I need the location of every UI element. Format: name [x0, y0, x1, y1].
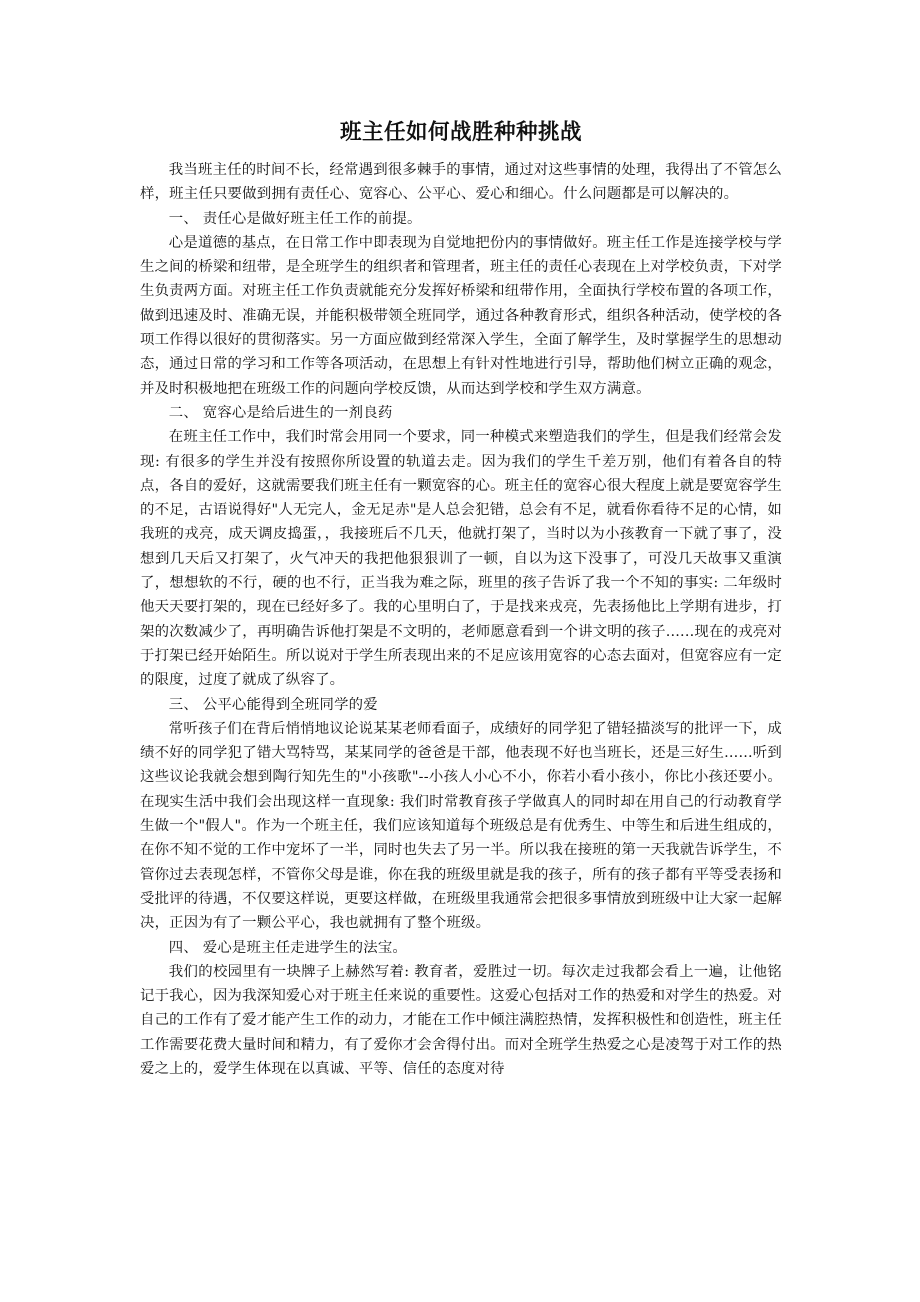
- section-body-4: 我们的校园里有一块牌子上赫然写着: 教育者，爱胜过一切。每次走过我都会看上一遍，让他铭记于我心，因为我深知爱心对于班主任来说的重要性。这爱心包括对工作的热爱和对学生的热爱。对自己的工作有了爱才能产生工作的动力，才能在工作中倾注满腔热情，发挥积极性和创造性，班主任工作需要花费大量时间和精力，有了爱你才会舍得付出。而对全班学生热爱之心是凌驾于对工作的热爱之上的，爱学生体现在以真诚、平等、信任的态度对待: [140, 963, 782, 1077]
- section-heading-4: 四、 爱心是班主任走进学生的法宝。: [168, 939, 408, 956]
- document-title: 班主任如何战胜种种挑战: [339, 120, 582, 145]
- document-page: [140, 118, 782, 1081]
- section-body-1: 心是道德的基点，在日常工作中即表现为自觉地把份内的事情做好。班主任工作是连接学校与学生之间的桥梁和纽带，是全班学生的组织者和管理者，班主任的责任心表现在上对学校负责，下对学生负责两方面。对班主任工作负责就能充分发挥好桥梁和纽带作用，全面执行学校布置的各项工作，做到迅速及时、准确无误，并能积极带领全班同学，通过各种教育形式，组织各种活动，使学校的各项工作得以很好的贯彻落实。另一方面应做到经常深入学生，全面了解学生，及时掌握学生的思想动态，通过日常的学习和工作等各项活动，在思想上有针对性地进行引导，帮助他们树立正确的观念，并及时积极地把在班级工作的问题向学校反馈，从而达到学校和学生双方满意。: [140, 234, 782, 397]
- section-body-2: 在班主任工作中，我们时常会用同一个要求，同一种模式来塑造我们的学生，但是我们经常会发现: 有很多的学生并没有按照你所设置的轨道去走。因为我们的学生千差万别，他们有着各自的特点，各自的爱好，这就需要我们班主任有一颗宽容的心。班主任的宽容心很大程度上就是要宽容学生的不足，古语说得好"人无完人，金无足赤"是人总会犯错，总会有不足，就看你看待不足的心情，如我班的戎亮，成天调皮捣蛋，，我接班后不几天，他就打架了，当时以为小孩教育一下就了事了，没想到几天后又打架了，火气冲天的我把他狠狠训了一顿，自以为这下没事了，可没几天故事又重演了，想想软的不行，硬的也不行，正当我为难之际，班里的孩子告诉了我一个不知的事实: 二年级时他天天要打架的，现在已经好多了。我的心里明白了，于是找来戎亮，先表扬他比上学期有进步，打架的次数减少了，再明确告诉他打架是不文明的，老师愿意看到一个讲文明的孩子......现在的戎亮对于打架已经开始陌生。所以说对于学生所表现出来的不足应该用宽容的心态去面对，但宽容应有一定的限度，过度了就成了纵容了。: [140, 429, 782, 689]
- intro-paragraph: 我当班主任的时间不长，经常遇到很多棘手的事情，通过对这些事情的处理，我得出了不管怎么样，班主任只要做到拥有责任心、宽容心、公平心、爱心和细心。什么问题都是可以解决的。: [140, 162, 782, 203]
- section-body-3: 常听孩子们在背后悄悄地议论说某某老师看面子，成绩好的同学犯了错轻描淡写的批评一下，成绩不好的同学犯了错大骂特骂，某某同学的爸爸是干部，他表现不好也当班长，还是三好生......听到这些议论我就会想到陶行知先生的"小孩歌"--小孩人小心不小，你若小看小孩小，你比小孩还要小。在现实生活中我们会出现这样一直现象: 我们时常教育孩子学做真人的同时却在用自己的行动教育学生做一个"假人"。作为一个班主任，我们应该知道每个班级总是有优秀生、中等生和后进生组成的，在你不知不觉的工作中宠坏了一半，同时也失去了另一半。所以我在接班的第一天我就告诉学生，不管你过去表现怎样，不管你父母是谁，你在我的班级里就是我的孩子，所有的孩子都有平等受表扬和受批评的待遇，不仅要这样说，更要这样做，在班级里我通常会把很多事情放到班级中让大家一起解决，正因为有了一颗公平心，我也就拥有了整个班级。: [140, 720, 782, 932]
- section-heading-2: 二、 宽容心是给后进生的一剂良药: [168, 404, 393, 421]
- section-heading-1: 一、 责任心是做好班主任工作的前提。: [168, 210, 422, 227]
- section-heading-3: 三、 公平心能得到全班同学的爱: [168, 696, 378, 713]
